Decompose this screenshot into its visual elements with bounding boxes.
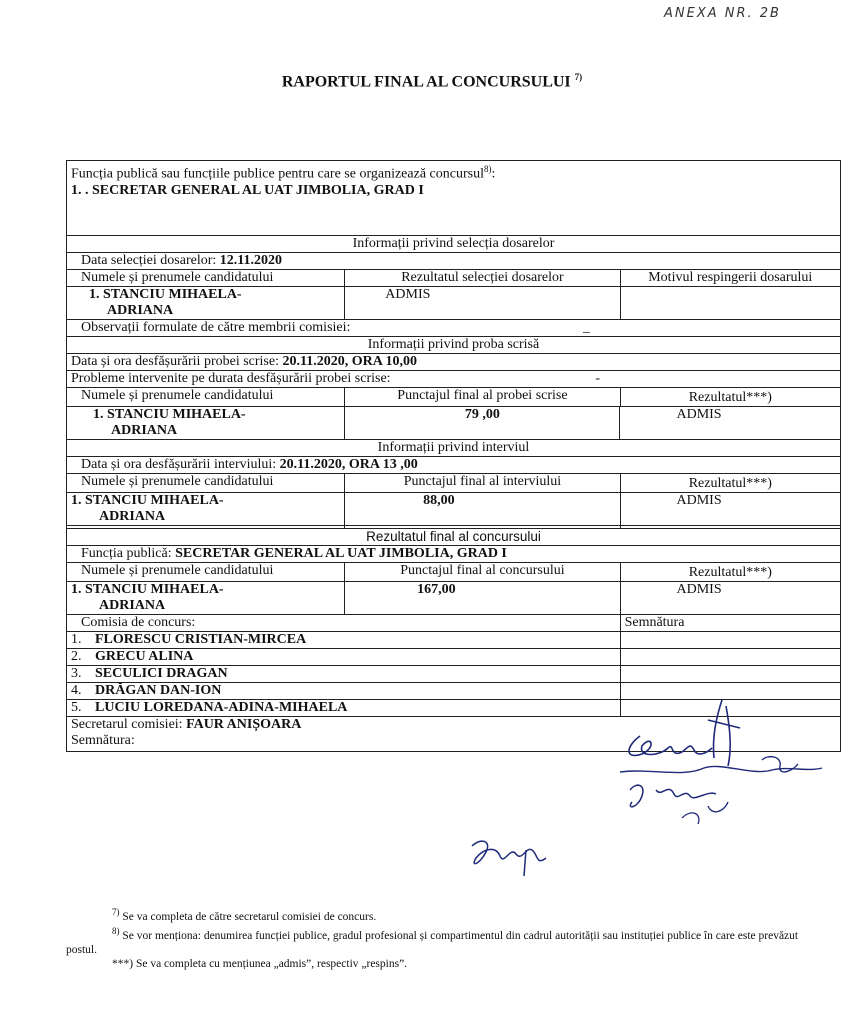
interview-candidate-row (66, 492, 841, 525)
final-header-row (66, 562, 841, 581)
interview-score: 88,00 (345, 493, 620, 525)
final-col-result: Rezultatul***) (688, 564, 772, 580)
title-footnote-ref: 7) (574, 72, 583, 82)
final-heading: Rezultatul final al concursului (366, 528, 541, 544)
committee-member-row (66, 648, 841, 665)
committee-member-signature-cell (621, 632, 840, 648)
committee-member-number: 4. (71, 682, 82, 698)
written-problems-label: Probleme intervenite pe durata desfășurării probei scrise: (71, 370, 391, 386)
written-heading: Informații privind proba scrisă (367, 336, 540, 352)
written-date-value: 20.11.2020, ORA 10,00 (282, 353, 418, 369)
selection-candidate-line2: ADRIANA (107, 302, 174, 318)
committee-member-name: LUCIU LOREDANA-ADINA-MIHAELA (95, 699, 348, 715)
committee-label: Comisia de concurs: (67, 615, 621, 631)
selection-result: ADMIS (345, 287, 620, 319)
committee-member-signature-cell (621, 649, 840, 665)
selection-obs-label: Observații formulate de către membrii comisiei: (81, 319, 351, 335)
selection-candidate-row (66, 286, 841, 319)
committee-member-row (66, 665, 841, 682)
selection-col-name: Numele și prenumele candidatului (67, 270, 345, 286)
interview-header-row (66, 473, 841, 492)
final-heading-row (66, 528, 841, 545)
selection-date-row (66, 252, 841, 269)
final-position-value: SECRETAR GENERAL AL UAT JIMBOLIA, GRAD I (175, 545, 507, 561)
secretary-signature (466, 832, 556, 878)
committee-member-signature-cell (621, 666, 840, 682)
footnote-7: $^{7)}$ Se va completa de către secretarul comisiei de concurs. (112, 907, 377, 923)
committee-member-number: 3. (71, 665, 82, 681)
interview-col-score: Punctajul final al interviului (345, 474, 620, 492)
selection-candidate-line1: 1. STANCIU MIHAELA- (89, 286, 242, 302)
written-col-name: Numele și prenumele candidatului (67, 388, 345, 406)
final-col-name: Numele și prenumele candidatului (67, 563, 345, 581)
selection-col-reason: Motivul respingerii dosarului (648, 269, 813, 285)
written-candidate-row (66, 406, 841, 439)
final-position-row (66, 545, 841, 562)
selection-heading-row (66, 235, 841, 252)
interview-heading: Informații privind interviul (377, 439, 530, 455)
interview-date-row (66, 456, 841, 473)
committee-member-name: DRĂGAN DAN-ION (95, 682, 222, 698)
interview-date-label: Data și ora desfășurării interviului: (81, 456, 277, 472)
selection-col-result: Rezultatul selecției dosarelor (345, 270, 620, 286)
secretary-name: FAUR ANIȘOARA (186, 716, 302, 732)
written-candidate-line2: ADRIANA (111, 422, 178, 438)
committee-member-row (66, 682, 841, 699)
written-candidate-line1: 1. STANCIU MIHAELA- (93, 406, 246, 422)
final-position-label: Funcția publică: (81, 545, 172, 561)
written-date-row (66, 353, 841, 370)
final-score: 167,00 (345, 582, 620, 614)
committee-member-number: 2. (71, 648, 82, 664)
footnote-3stars: ***) Se va completa cu mențiunea „admis”, respectiv „respins”. (112, 957, 408, 970)
committee-member-number: 1. (71, 631, 82, 647)
selection-obs-value: _ (583, 319, 590, 335)
footnotes (66, 905, 826, 971)
selection-date-value: 12.11.2020 (219, 252, 283, 268)
committee-member-name: FLORESCU CRISTIAN-MIRCEA (95, 631, 307, 647)
position-row (66, 160, 841, 235)
committee-member-row (66, 631, 841, 648)
position-label: Funcția publică sau funcțiile publice pentru care se organizează concursul$^{8)}$: (71, 164, 496, 182)
committee-member-signature-cell (621, 683, 840, 699)
written-date-label: Data și ora desfășurării probei scrise: (71, 353, 279, 369)
report-form (66, 160, 841, 752)
footnote-8: $^{8)}$ Se vor menționa: denumirea funcției publice, gradul profesional și compartimentul din cadrul autorității sau instituției publice în care este prevăzut postul. (66, 925, 799, 956)
written-problems-value: - (595, 370, 600, 386)
secretary-signature-label: Semnătura: (71, 732, 135, 748)
final-candidate-row (66, 581, 841, 614)
page-title (0, 72, 864, 91)
written-header-row (66, 387, 841, 406)
final-candidate-line1: 1. STANCIU MIHAELA- (71, 581, 224, 597)
committee-signature-label: Semnătura (624, 614, 685, 630)
selection-header-row (66, 269, 841, 286)
interview-date-value: 20.11.2020, ORA 13 ,00 (279, 456, 418, 472)
interview-candidate-line1: 1. STANCIU MIHAELA- (71, 492, 224, 508)
written-score: 79 ,00 (345, 407, 620, 439)
written-col-score: Punctajul final al probei scrise (345, 388, 620, 406)
interview-heading-row (66, 439, 841, 456)
interview-col-result: Rezultatul***) (688, 475, 772, 491)
annex-label: ANEXA NR. 2B (664, 6, 781, 21)
committee-signatures (612, 698, 842, 838)
final-result: ADMIS (676, 581, 722, 597)
title-text: RAPORTUL FINAL AL CONCURSULUI (281, 73, 571, 91)
committee-member-name: GRECU ALINA (95, 648, 194, 664)
written-result: ADMIS (676, 406, 722, 422)
interview-col-name: Numele și prenumele candidatului (67, 474, 345, 492)
position-value: 1. . SECRETAR GENERAL AL UAT JIMBOLIA, GRAD I (71, 182, 424, 198)
selection-obs-row (66, 319, 841, 336)
written-heading-row (66, 336, 841, 353)
written-col-result: Rezultatul***) (688, 389, 772, 405)
interview-result: ADMIS (676, 492, 722, 508)
committee-label-row (66, 614, 841, 631)
selection-date-label: Data selecției dosarelor: (81, 252, 217, 268)
interview-candidate-line2: ADRIANA (99, 508, 166, 524)
secretary-label: Secretarul comisiei: (71, 716, 183, 732)
selection-heading: Informații privind selecția dosarelor (352, 235, 555, 251)
final-candidate-line2: ADRIANA (99, 597, 166, 613)
committee-member-name: SECULICI DRAGAN (95, 665, 228, 681)
final-col-score: Punctajul final al concursului (345, 563, 620, 581)
committee-member-number: 5. (71, 699, 82, 715)
written-problems-row (66, 370, 841, 387)
